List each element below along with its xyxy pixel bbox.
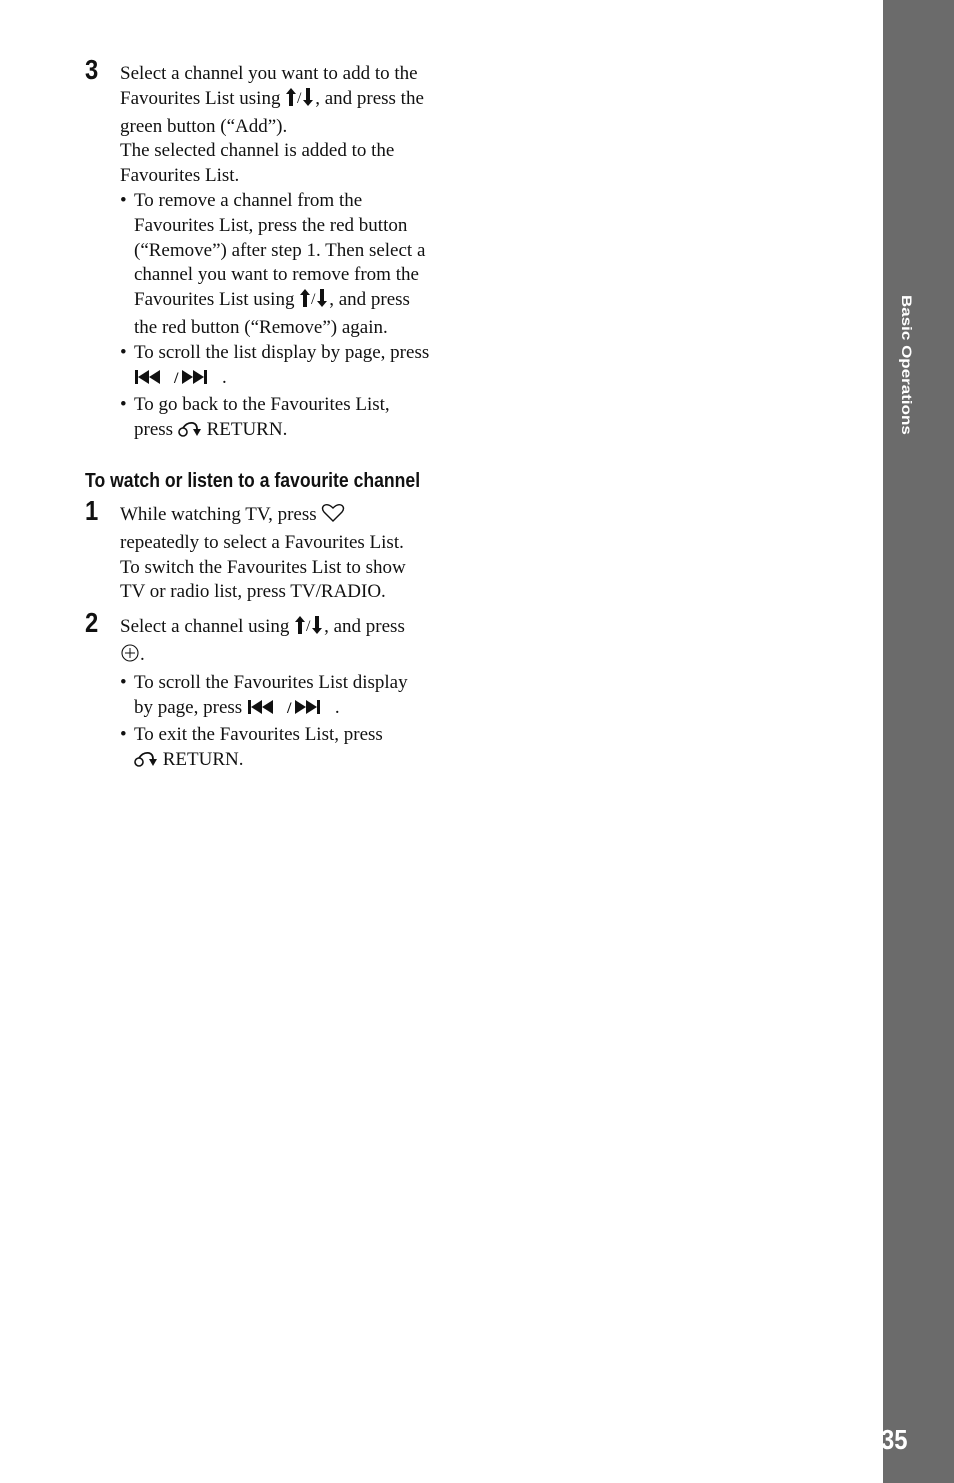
- text-line: To go back to the Favourites List,: [134, 394, 390, 416]
- step-number: 2: [85, 607, 99, 639]
- text-line: (“Remove”) after step 1. Then select a: [134, 239, 426, 261]
- prev-next-icon: [247, 698, 335, 724]
- section-heading: To watch or listen to a favourite channel: [85, 469, 421, 492]
- bullet-exit: [120, 723, 465, 776]
- svg-text:/: /: [306, 618, 311, 636]
- svg-text:/: /: [286, 699, 292, 716]
- text-line: .: [140, 643, 145, 665]
- svg-text:/: /: [311, 291, 316, 309]
- up-down-arrow-icon: [285, 87, 315, 115]
- bullet-back: [120, 393, 465, 446]
- text-line: by page, press: [134, 696, 247, 718]
- step-number: 1: [85, 494, 99, 526]
- section-sidebar: [883, 0, 954, 1483]
- text-line: To exit the Favourites List, press: [134, 724, 383, 746]
- text-line: To remove a channel from the: [134, 189, 363, 211]
- text-line: To scroll the Favourites List display: [134, 671, 408, 693]
- text-line: channel you want to remove from the: [134, 264, 419, 286]
- text-line: To scroll the list display by page, press: [134, 341, 430, 363]
- up-down-arrow-icon: [294, 615, 324, 643]
- text-line: While watching TV, press: [120, 503, 322, 525]
- bullet-scroll: [120, 341, 465, 394]
- return-icon: [178, 420, 202, 446]
- text-line: the red button (“Remove”) again.: [134, 316, 388, 338]
- step-text: [120, 62, 465, 189]
- enter-icon: [120, 643, 140, 671]
- step-3: [85, 54, 465, 446]
- return-icon: [134, 750, 158, 776]
- step-text: [120, 615, 465, 671]
- text-line: Favourites List using: [134, 289, 300, 311]
- text-line: Favourites List.: [120, 165, 240, 187]
- page-number: 35: [881, 1424, 908, 1455]
- text-line: To switch the Favourites List to show: [120, 556, 406, 578]
- text-line: press: [134, 419, 178, 441]
- main-content: [85, 54, 465, 776]
- text-line: , and press the: [315, 87, 424, 109]
- text-line: TV or radio list, press TV/RADIO.: [120, 581, 386, 603]
- step-text: [120, 503, 465, 605]
- text-line: Favourites List using: [120, 87, 286, 109]
- text-line: repeatedly to select a Favourites List.: [120, 531, 404, 553]
- text-line: green button (“Add”).: [120, 115, 288, 137]
- text-line: The selected channel is added to the: [120, 140, 395, 162]
- text-line: , and press: [324, 616, 405, 638]
- step-2: [85, 607, 465, 776]
- step-1: [85, 494, 465, 605]
- section-label: Basic Operations: [898, 295, 915, 435]
- bullet-remove: [120, 189, 465, 341]
- bullet-scroll: [120, 671, 465, 724]
- heart-icon: [321, 503, 345, 531]
- text-line: RETURN.: [158, 749, 244, 771]
- up-down-arrow-icon: [299, 288, 329, 316]
- prev-next-icon: [134, 368, 222, 394]
- step-number: 3: [85, 54, 99, 85]
- text-line: Select a channel using: [120, 616, 295, 638]
- text-line: Favourites List, press the red button: [134, 214, 408, 236]
- text-line: .: [334, 696, 340, 718]
- text-line: RETURN.: [201, 419, 288, 441]
- svg-text:/: /: [297, 89, 302, 107]
- text-line: , and press: [329, 289, 410, 311]
- svg-text:/: /: [174, 369, 179, 386]
- text-line: .: [222, 366, 227, 388]
- text-line: Select a channel you want to add to the: [120, 63, 418, 84]
